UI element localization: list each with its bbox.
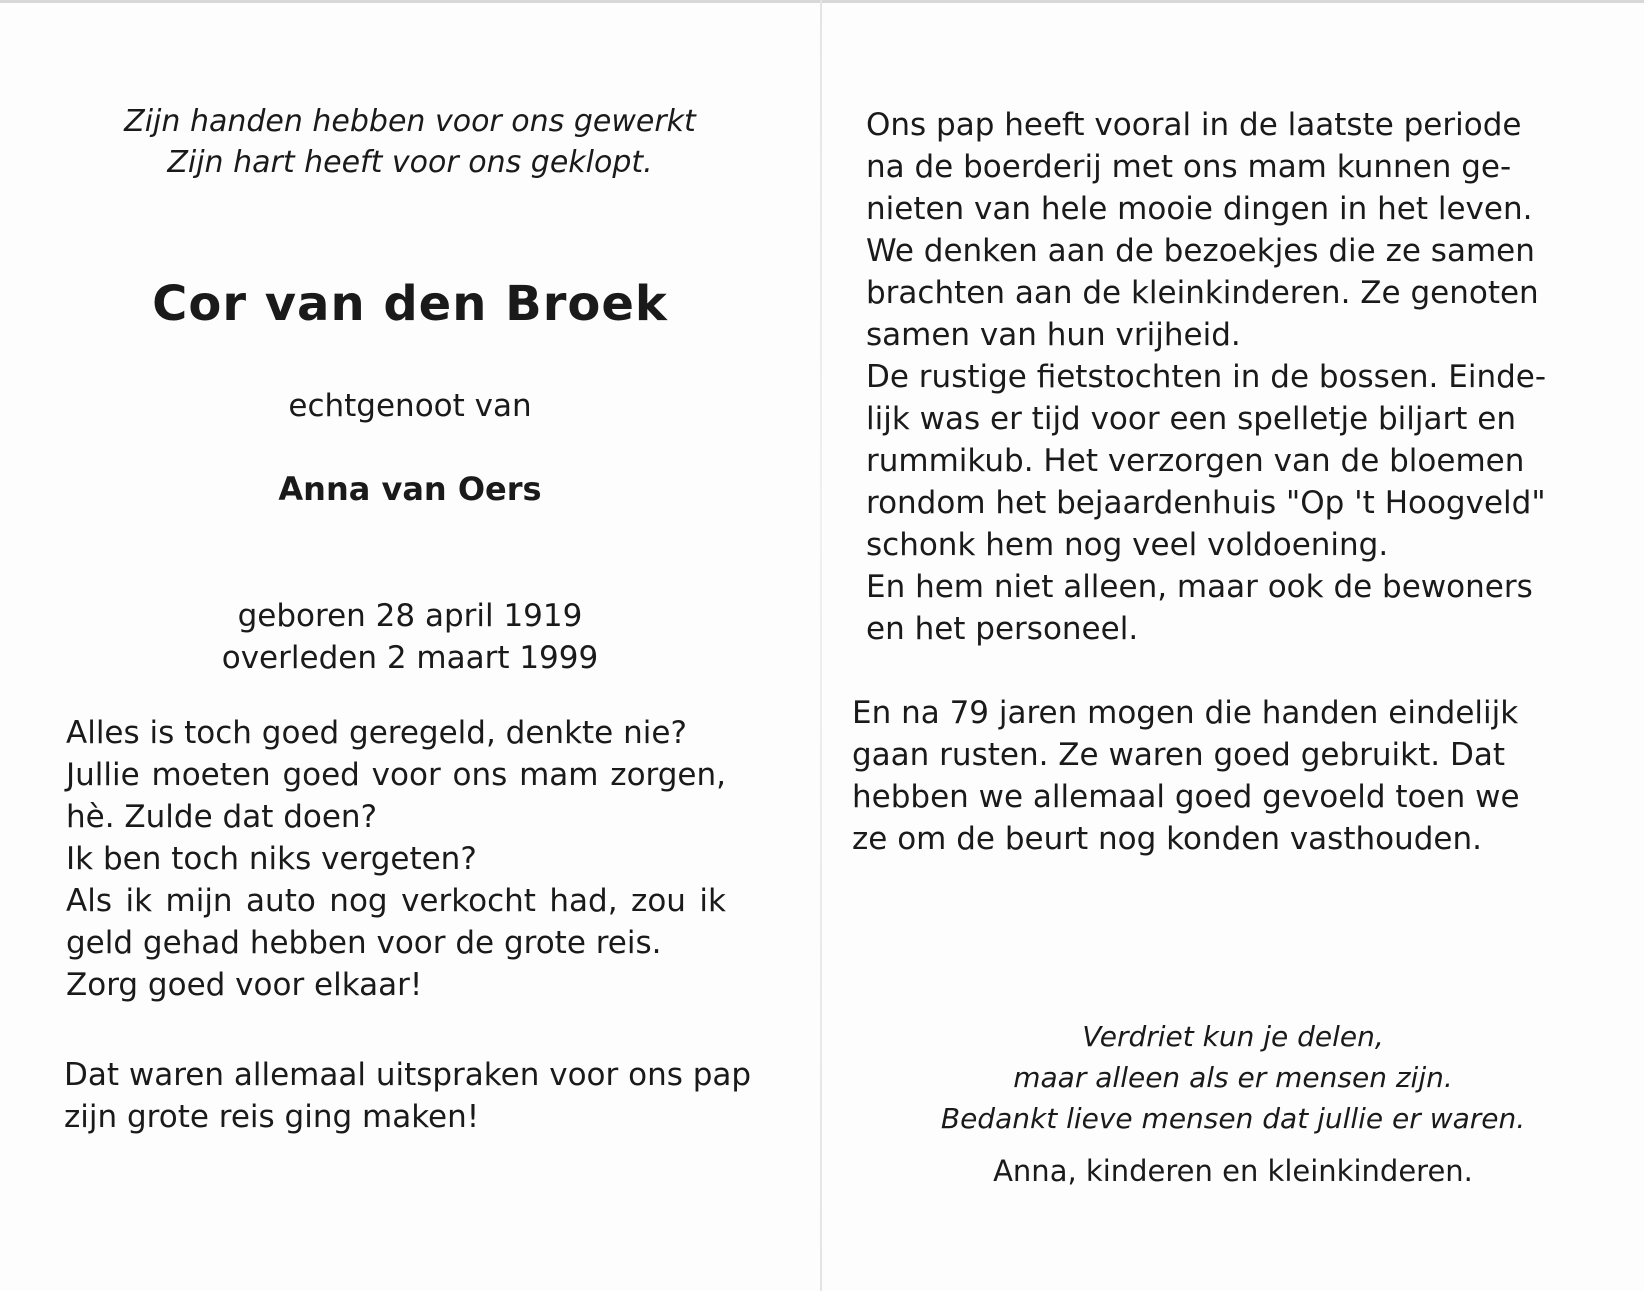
story-line: ze om de beurt nog konden vasthouden.	[852, 821, 1482, 857]
quote-line: Ik ben toch niks vergeten?	[66, 841, 477, 877]
story-paragraph-1	[866, 104, 1547, 650]
quote-block	[66, 712, 726, 1006]
story-line: en het personeel.	[866, 611, 1139, 647]
birth-date: geboren 28 april 1919	[237, 598, 583, 634]
spouse-name: Anna van Oers	[278, 470, 542, 508]
verse-line-3: Bedankt lieve mensen dat jullie er waren.	[940, 1102, 1526, 1135]
quote-line: Alles is toch goed geregeld, denkte nie?	[66, 715, 687, 751]
deceased-name: Cor van den Broek	[152, 276, 668, 332]
story-line: De rustige fietstochten in de bossen. Einde-	[866, 359, 1547, 395]
quote-line: Als ik mijn auto nog verkocht had, zou ik	[66, 883, 726, 919]
family-signature: Anna, kinderen en kleinkinderen.	[993, 1154, 1473, 1188]
story-line: samen van hun vrijheid.	[866, 317, 1241, 353]
story-line: rondom het bejaardenhuis "Op 't Hoogveld"	[866, 485, 1546, 521]
quote-line: geld gehad hebben voor de grote reis.	[66, 925, 662, 961]
story-line: nieten van hele mooie dingen in het leven.	[866, 191, 1533, 227]
story-line: brachten aan de kleinkinderen. Ze genoten	[866, 275, 1539, 311]
left-panel	[0, 0, 820, 1291]
story-line: rummikub. Het verzorgen van de bloemen	[866, 443, 1525, 479]
quote-line: Jullie moeten goed voor ons mam zorgen,	[66, 757, 726, 793]
closing-block	[64, 1054, 752, 1138]
motto-line-2: Zijn hart heeft voor ons geklopt.	[167, 145, 653, 180]
story-line: hebben we allemaal goed gevoeld toen we	[852, 779, 1520, 815]
story-line: En hem niet alleen, maar ook de bewoners	[866, 569, 1533, 605]
quote-line: hè. Zulde dat doen?	[66, 799, 378, 835]
closing-line: zijn grote reis ging maken!	[64, 1099, 480, 1135]
story-line: gaan rusten. Ze waren goed gebruikt. Dat	[852, 737, 1505, 773]
spouse-intro: echtgenoot van	[288, 388, 532, 424]
verse-line-1: Verdriet kun je delen,	[1082, 1020, 1384, 1053]
story-line: We denken aan de bezoekjes die ze samen	[866, 233, 1535, 269]
closing-line: Dat waren allemaal uitspraken voor ons pap	[64, 1057, 752, 1093]
story-line: lijk was er tijd voor een spelletje biljart en	[866, 401, 1516, 437]
story-line: schonk hem nog veel voldoening.	[866, 527, 1389, 563]
story-line: Ons pap heeft vooral in de laatste periode	[866, 107, 1522, 143]
motto-line-1: Zijn handen hebben voor ons gewerkt	[124, 104, 696, 139]
story-paragraph-2	[852, 692, 1520, 860]
quote-line: Zorg goed voor elkaar!	[66, 967, 423, 1003]
death-date: overleden 2 maart 1999	[221, 640, 599, 676]
story-line: En na 79 jaren mogen die handen eindelijk	[852, 695, 1519, 731]
story-line: na de boerderij met ons mam kunnen ge-	[866, 149, 1512, 185]
verse-line-2: maar alleen als er mensen zijn.	[1013, 1061, 1453, 1094]
right-panel	[822, 0, 1644, 1291]
